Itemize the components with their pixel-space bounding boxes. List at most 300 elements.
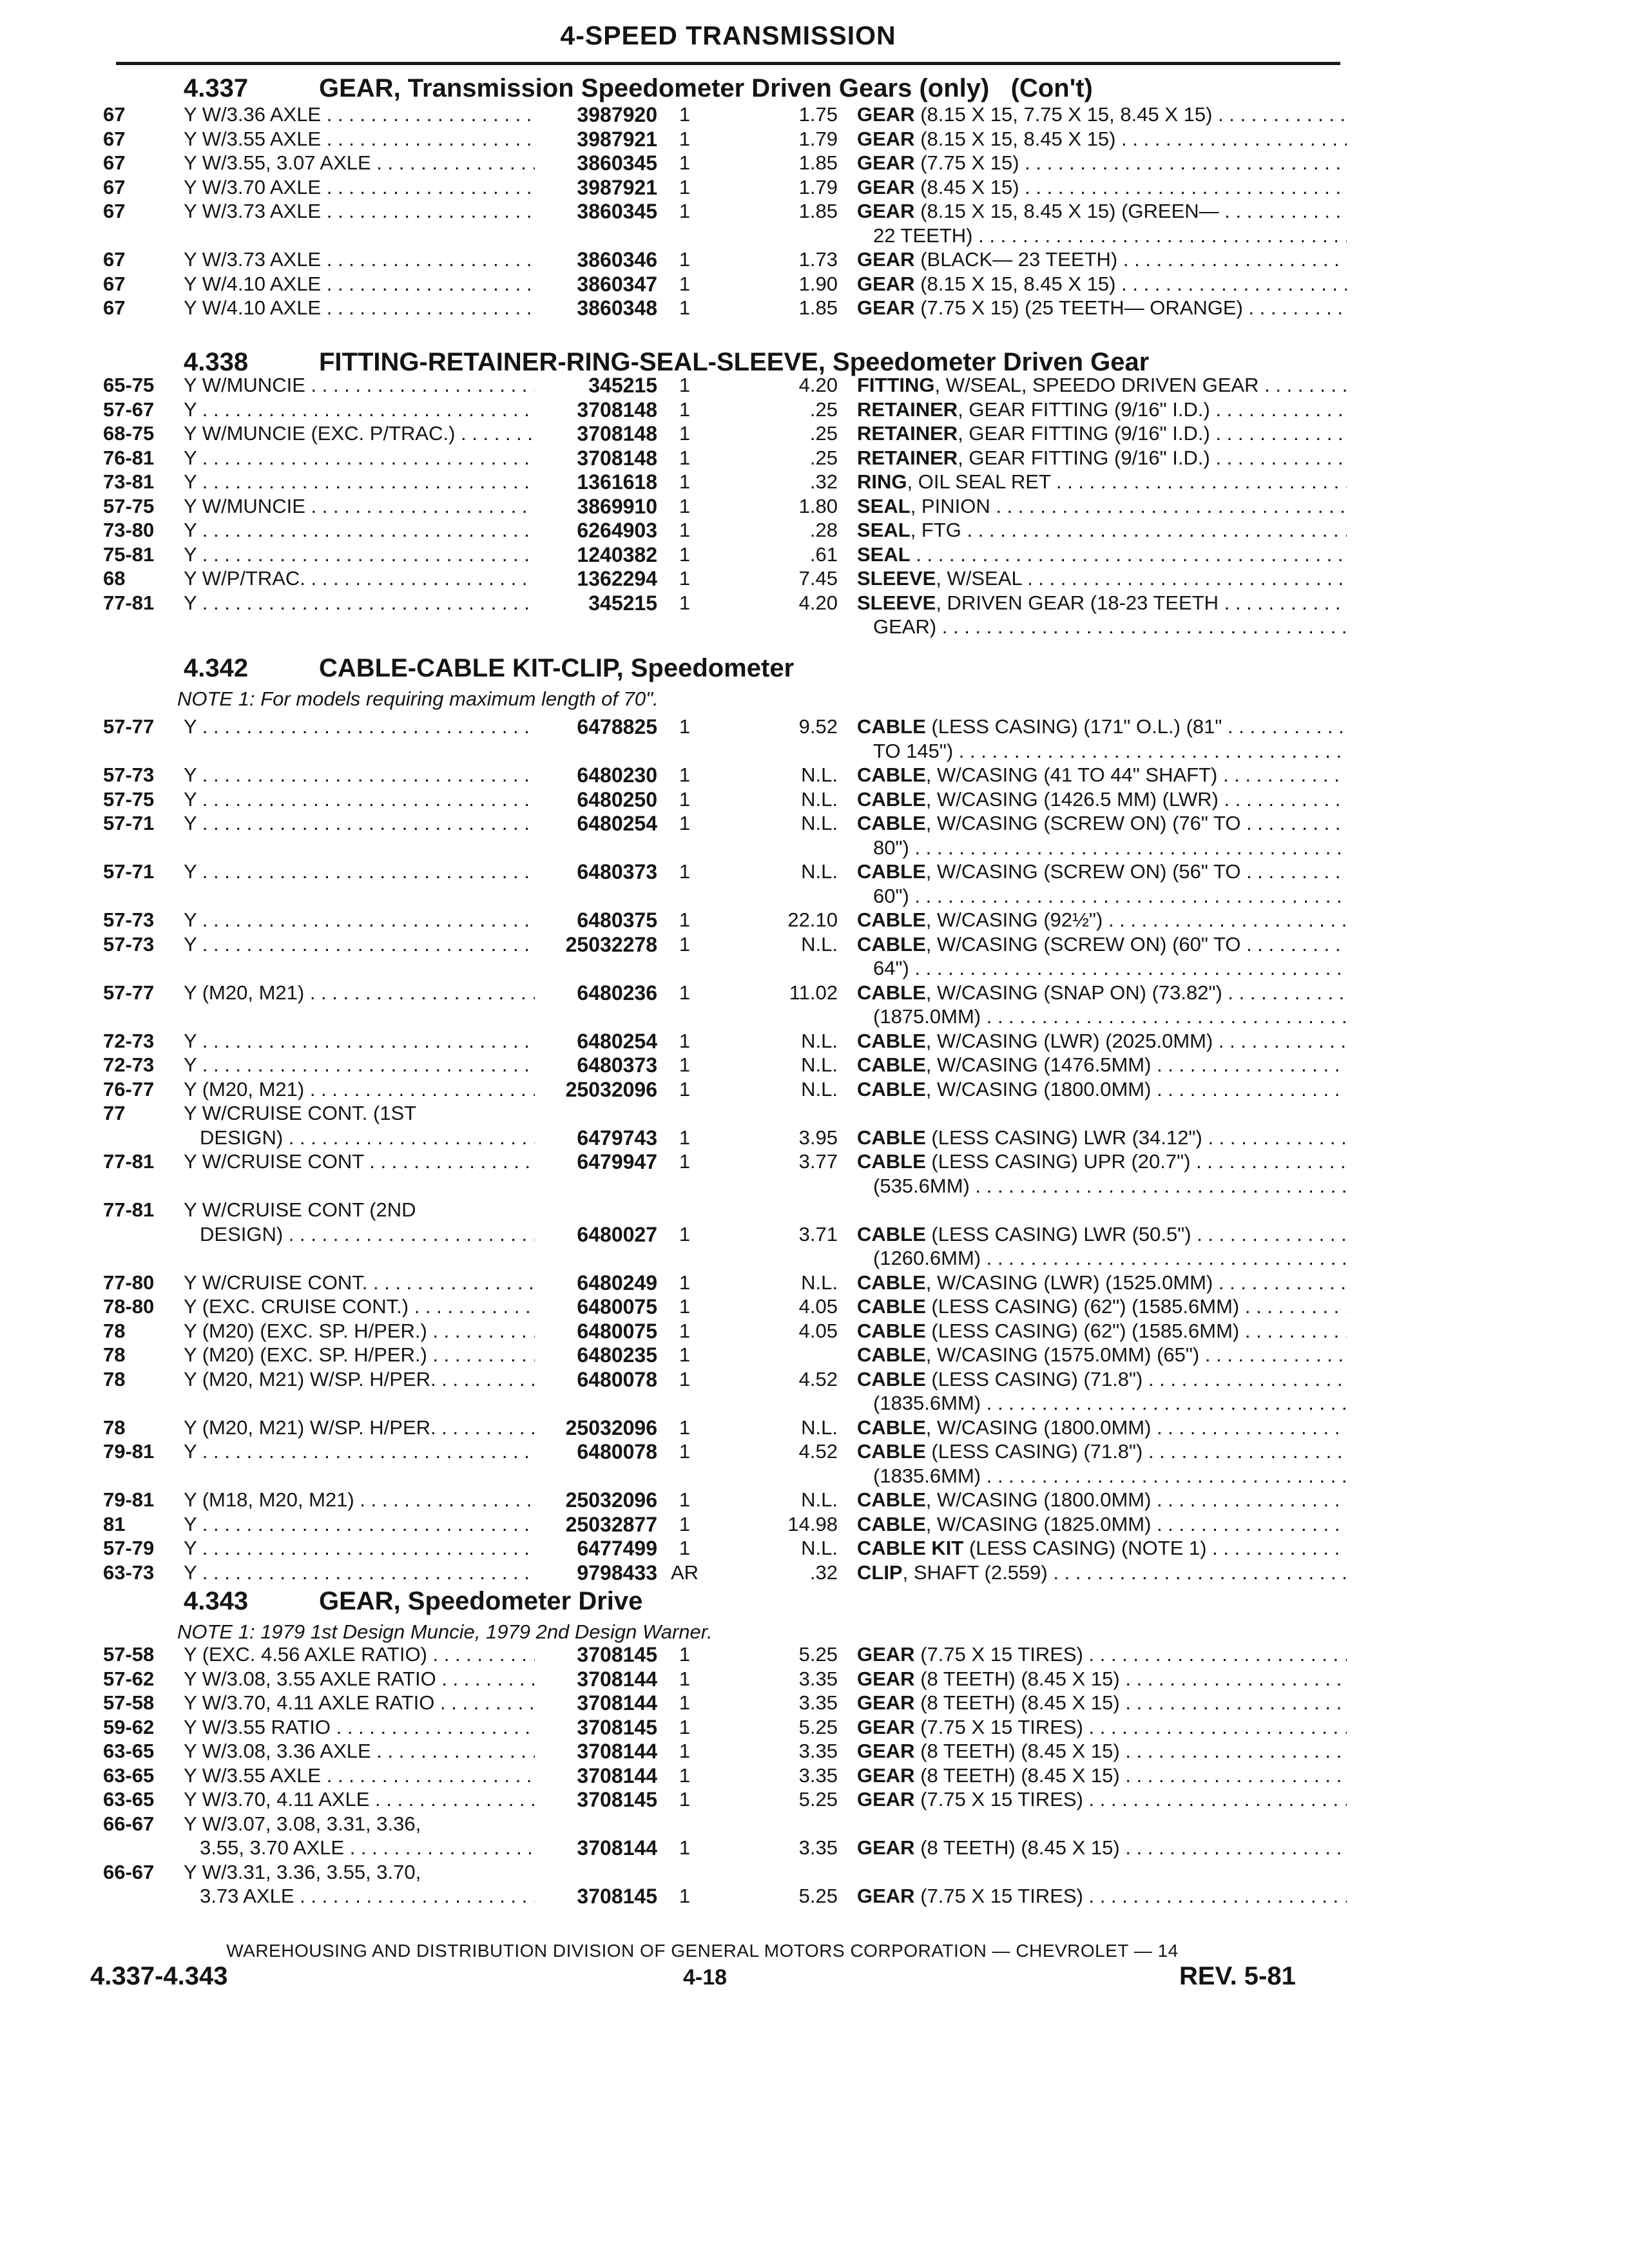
description	[857, 1716, 1347, 1739]
description-name: GEAR	[857, 175, 915, 198]
quantity: 1	[679, 1691, 691, 1714]
table-row	[0, 1885, 1629, 1910]
quantity: 1	[679, 543, 691, 566]
year-range: 77-81	[103, 1150, 155, 1173]
price: N.L.	[801, 787, 838, 811]
page-title: 4-SPEED TRANSMISSION	[560, 21, 896, 50]
description-detail: , FTG	[910, 519, 961, 541]
year-range: 57-75	[103, 494, 155, 517]
description-detail: , PINION	[910, 494, 990, 517]
description-name: GEAR	[857, 1691, 915, 1714]
description-continued-row	[0, 836, 1629, 862]
table-row	[0, 422, 1629, 448]
year-range: 78-80	[103, 1295, 155, 1318]
quantity: 1	[679, 860, 691, 883]
price: 1.85	[798, 200, 838, 222]
application: Y . . .	[184, 788, 535, 811]
quantity: 1	[679, 272, 691, 295]
year-range: 63-73	[103, 1561, 155, 1584]
quantity: 1	[679, 1440, 691, 1463]
section-header	[184, 348, 1149, 377]
description	[857, 103, 1347, 126]
description	[857, 1126, 1347, 1149]
year-range: 76-81	[103, 446, 155, 469]
year-range: 67	[103, 127, 126, 150]
table-row	[0, 1440, 1629, 1466]
section-header	[184, 1587, 642, 1616]
part-number: 1361618	[577, 470, 657, 494]
description	[857, 374, 1347, 397]
table-row-application-line	[0, 1861, 1629, 1887]
description-detail: (8.15 X 15, 8.45 X 15)	[914, 272, 1116, 295]
application: Y . . .	[184, 715, 535, 738]
application: Y . . .	[184, 398, 535, 421]
table-row	[0, 1223, 1629, 1249]
year-range: 67	[103, 103, 126, 126]
description-detail: (8 TEETH) (8.45 X 15)	[914, 1763, 1120, 1787]
description-detail: (LESS CASING) UPR (20.7")	[925, 1150, 1191, 1173]
description-name: CABLE	[857, 1150, 926, 1173]
description-name: SLEEVE	[857, 567, 936, 590]
application: Y . . .	[184, 591, 535, 615]
year-range: 67	[103, 175, 126, 198]
year-range: 57-73	[103, 908, 155, 931]
table-row	[0, 543, 1629, 569]
year-range: 57-77	[103, 981, 155, 1004]
year-range: 67	[103, 200, 126, 222]
description-continued: (535.6MM) . . .	[873, 1175, 1347, 1198]
table-row	[0, 1320, 1629, 1345]
part-number: 3708145	[577, 1885, 657, 1908]
price: 3.35	[798, 1667, 838, 1690]
year-range: 67	[103, 272, 126, 295]
description-continued: 22 TEETH) . . .	[873, 224, 1347, 247]
description-continued-row	[0, 1247, 1629, 1273]
description-detail: , GEAR FITTING (9/16" I.D.)	[958, 398, 1210, 421]
year-range: 66-67	[103, 1812, 155, 1835]
description-detail: , W/CASING (92½")	[925, 908, 1103, 931]
description-detail: (8 TEETH) (8.45 X 15)	[914, 1836, 1120, 1859]
description-name: CABLE	[857, 1416, 926, 1439]
part-number: 6478825	[577, 715, 657, 738]
application: Y (M20, M21) W/SP. H/PER. . . .	[184, 1368, 535, 1391]
table-row	[0, 374, 1629, 399]
quantity: AR	[670, 1561, 699, 1584]
description-detail: , W/SEAL	[936, 567, 1022, 590]
price: 3.95	[798, 1126, 838, 1149]
part-number: 25032096	[565, 1488, 657, 1512]
description-name: GEAR	[857, 296, 915, 319]
year-range: 57-58	[103, 1691, 155, 1714]
description-name: CABLE	[857, 1440, 926, 1463]
application: Y W/3.55 RATIO . . .	[184, 1716, 535, 1739]
description-detail: (BLACK— 23 TEETH)	[914, 248, 1118, 271]
table-row	[0, 176, 1629, 202]
table-row	[0, 470, 1629, 496]
section-title: FITTING-RETAINER-RING-SEAL-SLEEVE, Speedometer Driven Gear	[319, 348, 1150, 376]
description-name: CABLE	[857, 1126, 926, 1149]
table-row	[0, 1416, 1629, 1442]
application: Y W/CRUISE CONT. . . .	[184, 1271, 535, 1294]
part-number: 3708144	[577, 1691, 657, 1715]
part-number: 25032096	[565, 1416, 657, 1439]
part-number: 6480249	[577, 1271, 657, 1294]
description-detail: (8 TEETH) (8.45 X 15)	[914, 1740, 1120, 1762]
price: 3.35	[798, 1836, 838, 1859]
part-number: 6480078	[577, 1367, 657, 1391]
application: Y W/3.36 AXLE . . .	[184, 103, 535, 126]
part-number: 6479947	[577, 1150, 657, 1173]
quantity: 1	[679, 1319, 691, 1342]
part-number: 3708148	[577, 398, 657, 421]
application: Y . . .	[184, 1440, 535, 1463]
description-name: GEAR	[857, 200, 915, 222]
table-row	[0, 447, 1629, 472]
quantity: 1	[679, 1150, 691, 1173]
description-continued: (1260.6MM) . . .	[873, 1247, 1347, 1270]
table-row	[0, 248, 1629, 274]
price: .25	[809, 446, 838, 469]
part-number: 3708145	[577, 1788, 657, 1811]
application: Y W/3.55 AXLE . . .	[184, 1764, 535, 1787]
application: Y (M20) (EXC. SP. H/PER.) . . .	[184, 1320, 535, 1343]
year-range: 72-73	[103, 1029, 155, 1052]
quantity: 1	[679, 1077, 691, 1100]
section-title: GEAR, Transmission Speedometer Driven Gears (only) (Con't)	[319, 74, 1093, 102]
table-row	[0, 1764, 1629, 1790]
description-name: CABLE KIT	[857, 1537, 964, 1559]
description	[857, 1078, 1347, 1101]
part-number: 6477499	[577, 1537, 657, 1560]
table-row	[0, 1030, 1629, 1055]
description-name: GEAR	[857, 272, 915, 295]
year-range: 67	[103, 151, 126, 174]
table-row	[0, 715, 1629, 741]
quantity: 1	[679, 1416, 691, 1439]
description	[857, 519, 1347, 542]
application-continued: 3.73 AXLE . . .	[200, 1885, 535, 1908]
table-row	[0, 1836, 1629, 1862]
price: .25	[809, 422, 838, 445]
application: Y . . .	[184, 908, 535, 932]
application: Y W/3.70 AXLE . . .	[184, 176, 535, 199]
description-name: CABLE	[857, 787, 926, 811]
table-row	[0, 519, 1629, 544]
price: 5.25	[798, 1788, 838, 1811]
section-header	[184, 74, 1093, 103]
quantity: 1	[679, 932, 691, 956]
table-row	[0, 1271, 1629, 1297]
description-name: GEAR	[857, 127, 915, 150]
table-row	[0, 788, 1629, 814]
price: N.L.	[801, 1029, 838, 1052]
quantity: 1	[679, 1740, 691, 1762]
table-row	[0, 764, 1629, 789]
description-name: FITTING	[857, 374, 935, 396]
description	[857, 812, 1347, 835]
year-range: 57-73	[103, 764, 155, 786]
description-detail: (8.15 X 15, 8.45 X 15) (GREEN—	[914, 200, 1219, 222]
price: 4.52	[798, 1367, 838, 1390]
price: .61	[809, 543, 838, 566]
year-range: 63-65	[103, 1763, 155, 1787]
part-number: 3860347	[577, 272, 657, 296]
description-detail: , W/CASING (LWR) (2025.0MM)	[925, 1029, 1213, 1052]
price: 22.10	[787, 908, 838, 931]
description	[857, 273, 1347, 296]
description-detail: (7.75 X 15 TIRES)	[914, 1715, 1083, 1738]
description	[857, 1885, 1347, 1908]
section-title: GEAR, Speedometer Drive	[319, 1587, 643, 1615]
description-name: GEAR	[857, 1788, 915, 1811]
description-detail: , W/CASING (SNAP ON) (73.82")	[925, 981, 1222, 1004]
quantity: 1	[679, 1885, 691, 1907]
part-number: 6480236	[577, 981, 657, 1004]
table-row	[0, 1053, 1629, 1079]
description-name: RING	[857, 470, 907, 493]
description	[857, 1150, 1347, 1173]
price: 1.80	[798, 494, 838, 517]
description-detail: (7.75 X 15) (25 TEETH— ORANGE)	[914, 296, 1243, 319]
description-detail: (LESS CASING) LWR (34.12")	[925, 1126, 1202, 1149]
year-range: 65-75	[103, 374, 155, 396]
year-range: 77-81	[103, 591, 155, 614]
description-name: CABLE	[857, 860, 926, 883]
part-number: 3708144	[577, 1667, 657, 1691]
quantity: 1	[679, 1295, 691, 1318]
description	[857, 1667, 1347, 1691]
description	[857, 1691, 1347, 1715]
description	[857, 1368, 1347, 1391]
application: Y . . .	[184, 860, 535, 883]
quantity: 1	[679, 908, 691, 931]
quantity: 1	[679, 422, 691, 445]
description	[857, 1488, 1347, 1512]
quantity: 1	[679, 1788, 691, 1811]
application: Y W/3.70, 4.11 AXLE RATIO . . .	[184, 1691, 535, 1715]
quantity: 1	[679, 787, 691, 811]
description-name: SLEEVE	[857, 591, 936, 614]
price: 3.77	[798, 1150, 838, 1173]
part-number: 3987921	[577, 175, 657, 199]
part-number: 345215	[588, 374, 657, 397]
price: 14.98	[787, 1512, 838, 1535]
application: Y W/CRUISE CONT (2ND	[184, 1198, 416, 1221]
description-name: CABLE	[857, 1319, 926, 1342]
table-row	[0, 933, 1629, 959]
table-row	[0, 151, 1629, 177]
part-number: 6480078	[577, 1440, 657, 1463]
application: Y . . .	[184, 470, 535, 494]
description-detail: (8.15 X 15, 8.45 X 15)	[914, 127, 1116, 150]
description-detail: , W/SEAL, SPEEDO DRIVEN GEAR	[934, 374, 1259, 396]
description	[857, 248, 1347, 271]
quantity: 1	[679, 103, 691, 126]
part-number: 6480373	[577, 860, 657, 883]
description-name: GEAR	[857, 1667, 915, 1690]
part-number: 25032877	[565, 1512, 657, 1536]
description	[857, 908, 1347, 932]
price: 3.35	[798, 1763, 838, 1787]
quantity: 1	[679, 812, 691, 834]
description	[857, 128, 1347, 151]
price: N.L.	[801, 764, 838, 786]
description-continued: 64") . . .	[873, 957, 1347, 980]
description-name: RETAINER	[857, 398, 958, 421]
application: Y (M20, M21) . . .	[184, 1078, 535, 1101]
description	[857, 398, 1347, 421]
description-continued-row	[0, 615, 1629, 641]
quantity: 1	[679, 1643, 691, 1666]
description	[857, 200, 1347, 223]
description-name: RETAINER	[857, 446, 958, 469]
description	[857, 1416, 1347, 1439]
section-number: 4.343	[184, 1587, 249, 1615]
description-detail: (7.75 X 15 TIRES)	[914, 1788, 1083, 1811]
year-range: 78	[103, 1367, 126, 1390]
application: Y (EXC. 4.56 AXLE RATIO) . . .	[184, 1643, 535, 1666]
table-row	[0, 908, 1629, 934]
price: N.L.	[801, 1537, 838, 1559]
description-detail: , W/CASING (SCREW ON) (56" TO	[925, 860, 1241, 883]
part-number: 6480250	[577, 787, 657, 811]
description	[857, 764, 1347, 787]
price: .32	[809, 1561, 838, 1584]
quantity: 1	[679, 1029, 691, 1052]
part-number: 25032278	[565, 932, 657, 956]
description	[857, 1053, 1347, 1077]
year-range: 67	[103, 296, 126, 319]
price: 1.90	[798, 272, 838, 295]
description-continued-row	[0, 1175, 1629, 1200]
price: 4.05	[798, 1295, 838, 1318]
part-number: 6480027	[577, 1222, 657, 1246]
description-continued-row	[0, 224, 1629, 250]
year-range: 81	[103, 1512, 126, 1535]
application: Y W/MUNCIE (EXC. P/TRAC.) . . .	[184, 422, 535, 445]
part-number: 3860348	[577, 296, 657, 320]
section-header	[184, 654, 794, 683]
part-number: 3860345	[577, 151, 657, 175]
application: Y . . .	[184, 519, 535, 542]
table-row	[0, 1537, 1629, 1562]
table-row	[0, 128, 1629, 153]
quantity: 1	[679, 1126, 691, 1149]
year-range: 78	[103, 1343, 126, 1366]
part-number: 25032096	[565, 1077, 657, 1101]
application: Y . . .	[184, 1513, 535, 1536]
description-name: SEAL	[857, 494, 911, 517]
part-number: 6479743	[577, 1126, 657, 1149]
price: 5.25	[798, 1715, 838, 1738]
application-continued: DESIGN) . . .	[200, 1126, 535, 1149]
application: Y (M20, M21) . . .	[184, 981, 535, 1004]
application: Y W/3.07, 3.08, 3.31, 3.36,	[184, 1812, 421, 1835]
description-name: CABLE	[857, 1295, 926, 1318]
price: N.L.	[801, 1488, 838, 1511]
table-row	[0, 1667, 1629, 1693]
quantity: 1	[679, 1667, 691, 1690]
description	[857, 1223, 1347, 1246]
price: 4.05	[798, 1319, 838, 1342]
description	[857, 981, 1347, 1004]
table-row	[0, 1788, 1629, 1814]
table-row	[0, 1716, 1629, 1742]
description	[857, 715, 1347, 738]
application: Y (M20, M21) W/SP. H/PER. . . .	[184, 1416, 535, 1439]
description-name: GEAR	[857, 1715, 915, 1738]
description-name: GEAR	[857, 151, 915, 174]
year-range: 73-81	[103, 470, 155, 493]
description	[857, 422, 1347, 445]
description-name: SEAL	[857, 543, 911, 566]
description-detail: (7.75 X 15 TIRES)	[914, 1643, 1083, 1666]
table-row	[0, 1343, 1629, 1369]
price: 11.02	[789, 981, 838, 1004]
description-detail: (LESS CASING) (62") (1585.6MM)	[925, 1295, 1240, 1318]
table-row	[0, 1295, 1629, 1321]
part-number: 345215	[588, 591, 657, 615]
description-name: CABLE	[857, 812, 926, 834]
year-range: 77	[103, 1102, 126, 1124]
description	[857, 860, 1347, 883]
quantity: 1	[679, 1343, 691, 1366]
description-continued: 80") . . .	[873, 836, 1347, 860]
application: Y . . .	[184, 764, 535, 787]
description-continued-row	[0, 957, 1629, 983]
description-detail: (8.15 X 15, 7.75 X 15, 8.45 X 15)	[914, 103, 1213, 126]
part-number: 3708144	[577, 1740, 657, 1763]
table-row	[0, 567, 1629, 593]
table-row	[0, 1561, 1629, 1587]
quantity: 1	[679, 200, 691, 222]
quantity: 1	[679, 1537, 691, 1559]
application: Y W/3.73 AXLE . . .	[184, 200, 535, 223]
description-name: CABLE	[857, 932, 926, 956]
description	[857, 1030, 1347, 1053]
price: 3.35	[798, 1691, 838, 1714]
description-name: CABLE	[857, 1077, 926, 1100]
application: Y W/3.70, 4.11 AXLE . . .	[184, 1788, 535, 1811]
description	[857, 1513, 1347, 1536]
part-number: 3860346	[577, 248, 657, 271]
description-name: CABLE	[857, 1029, 926, 1052]
quantity: 1	[679, 374, 691, 396]
table-row	[0, 296, 1629, 322]
footer-revision: REV. 5-81	[1179, 1962, 1296, 1990]
quantity: 1	[679, 127, 691, 150]
application: Y W/3.55, 3.07 AXLE . . .	[184, 151, 535, 175]
year-range: 77-81	[103, 1198, 155, 1221]
description-continued: (1835.6MM) . . .	[873, 1392, 1347, 1415]
quantity: 1	[679, 1053, 691, 1076]
part-number: 6480075	[577, 1319, 657, 1343]
quantity: 1	[679, 1715, 691, 1738]
part-number: 6480254	[577, 1029, 657, 1053]
description-detail: (LESS CASING) (71.8")	[925, 1440, 1143, 1463]
application: Y . . .	[184, 543, 535, 566]
year-range: 57-67	[103, 398, 155, 421]
description	[857, 1343, 1347, 1367]
application: Y . . .	[184, 1537, 535, 1560]
description	[857, 1440, 1347, 1463]
description-name: CABLE	[857, 1271, 926, 1294]
price: 5.25	[798, 1643, 838, 1666]
description-detail: (7.75 X 15 TIRES)	[914, 1885, 1083, 1907]
table-row	[0, 1691, 1629, 1717]
description	[857, 495, 1347, 518]
price: N.L.	[801, 812, 838, 834]
